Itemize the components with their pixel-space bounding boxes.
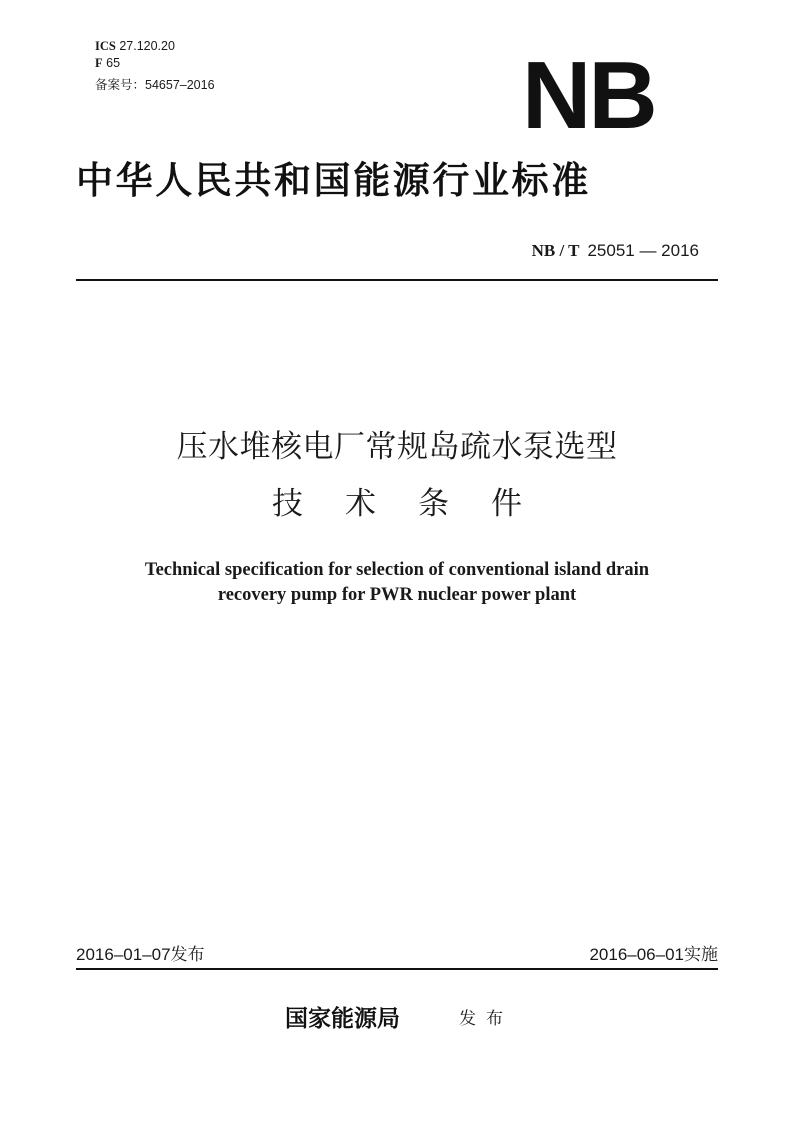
publish-label: 发布 [459,1009,513,1029]
implementation-date [589,944,718,966]
publisher-name: 国家能源局 [285,1005,400,1032]
issue-date [76,944,205,966]
record-label: 备案号： [95,78,146,92]
standard-number-prefix: NB / T [531,241,580,260]
ccs-label: F [95,56,103,70]
english-title-line-2: recovery pump for PWR nuclear power plant [217,585,577,605]
english-title-line-1: Technical specification for selection of conventional island drain [144,560,650,580]
ccs-value: 65 [106,56,121,70]
ics-code [95,39,175,54]
ics-label: ICS [95,39,116,53]
standard-category-title: 中华人民共和国能源行业标准 [76,159,591,202]
issue-date-label: 发布 [170,945,205,965]
record-number [95,78,215,93]
bottom-divider [76,968,718,970]
implementation-date-value: 2016–06–01 [589,945,684,964]
implementation-date-label: 实施 [684,945,718,965]
standard-number-value: 25051 — 2016 [587,241,699,260]
issue-date-value: 2016–01–07 [76,945,171,964]
nb-logo: NB [522,42,655,149]
standard-number [532,240,699,262]
record-value: 54657–2016 [145,78,215,92]
chinese-title-line-1: 压水堆核电厂常规岛疏水泵选型 [176,429,618,465]
chinese-title-line-2: 技术条件 [272,486,564,522]
ics-value: 27.120.20 [119,39,175,53]
ccs-code [95,56,120,71]
top-divider [76,279,718,281]
